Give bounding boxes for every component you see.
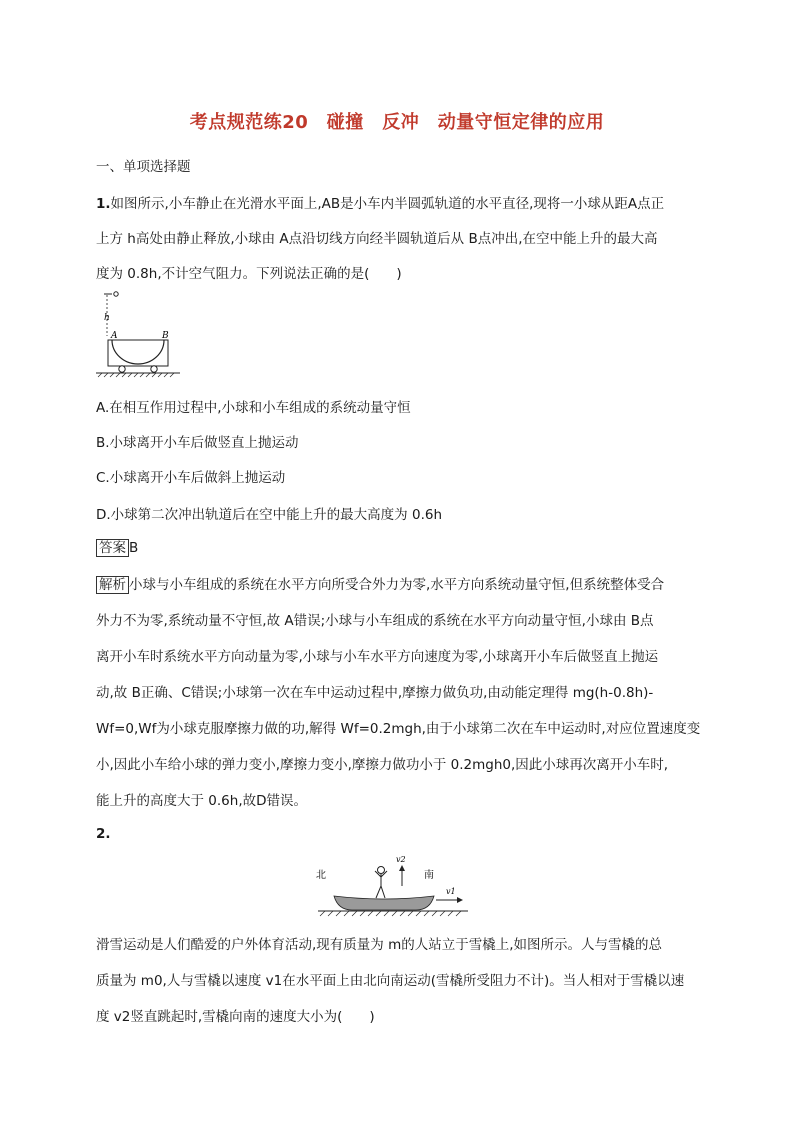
q1-option-d: D.小球第二次冲出轨道后在空中能上升的最大高度为 0.6h xyxy=(96,507,443,523)
page-title: 考点规范练20 碰撞 反冲 动量守恒定律的应用 xyxy=(189,112,605,133)
answer-value: B xyxy=(129,540,139,556)
q2-number: 2. xyxy=(96,826,111,842)
q1-option-a: A.在相互作用过程中,小球和小车组成的系统动量守恒 xyxy=(96,400,411,416)
q1-analysis-line-5: Wf=0,Wf为小球克服摩擦力做的功,解得 Wf=0.2mgh,由于小球第二次在车中运动时,对应位置速度变 xyxy=(96,721,701,737)
q1-line-2: 上方 h高处由静止释放,小球由 A点沿切线方向经半圆轨道后从 B点冲出,在空中能上升的最大高 xyxy=(96,231,658,247)
label-v1: v1 xyxy=(446,887,456,896)
q1-figure-cart xyxy=(94,290,184,380)
label-h: h xyxy=(104,313,110,323)
q1-option-c: C.小球离开小车后做斜上抛运动 xyxy=(96,470,286,486)
label-a: A xyxy=(111,331,118,341)
q1-analysis-line-6: 小,因此小车给小球的弹力变小,摩擦力变小,摩擦力做功小于 0.2mgh0,因此小球再次离开小车时, xyxy=(96,757,669,773)
q1-analysis-line-4: 动,故 B正确、C错误;小球第一次在车中运动过程中,摩擦力做负功,由动能定理得 mg(h-0.8h)- xyxy=(96,685,654,701)
label-north: 北 xyxy=(316,870,326,881)
q2-line-1: 滑雪运动是人们酷爱的户外体育活动,现有质量为 m的人站立于雪橇上,如图所示。人与雪橇的总 xyxy=(96,937,663,953)
q2-line-3: 度 v2竖直跳起时,雪橇向南的速度大小为( ) xyxy=(96,1009,375,1025)
label-b: B xyxy=(162,331,169,341)
q1-line-3: 度为 0.8h,不计空气阻力。下列说法正确的是( ) xyxy=(96,266,402,282)
q1-line-1: 1.如图所示,小车静止在光滑水平面上,AB是小车内半圆弧轨道的水平直径,现将一小球从距A点正 xyxy=(96,196,665,212)
label-v2: v2 xyxy=(396,855,406,864)
q2-figure-sled xyxy=(312,852,472,920)
q1-analysis-line-7: 能上升的高度大于 0.6h,故D错误。 xyxy=(96,793,308,809)
analysis-label: 解析 xyxy=(96,576,129,594)
q1-analysis-line-2: 外力不为零,系统动量不守恒,故 A错误;小球与小车组成的系统在水平方向动量守恒,小球由 B点 xyxy=(96,613,654,629)
q1-number: 1. xyxy=(96,196,111,212)
q2-line-2: 质量为 m0,人与雪橇以速度 v1在水平面上由北向南运动(雪橇所受阻力不计)。当人相对于雪橇以速 xyxy=(96,973,685,989)
q1-answer xyxy=(96,539,138,557)
label-south: 南 xyxy=(424,870,434,881)
section-heading: 一、单项选择题 xyxy=(96,159,191,175)
ball-icon xyxy=(114,292,118,296)
q1-analysis-line-3: 离开小车时系统水平方向动量为零,小球与小车水平方向速度为零,小球离开小车后做竖直上抛运 xyxy=(96,649,659,665)
q1-analysis-line-1: 解析 小球与小车组成的系统在水平方向所受合外力为零,水平方向系统动量守恒,但系统整体受合 xyxy=(96,573,664,594)
q1-option-b: B.小球离开小车后做竖直上抛运动 xyxy=(96,435,299,451)
answer-label: 答案 xyxy=(96,539,129,557)
